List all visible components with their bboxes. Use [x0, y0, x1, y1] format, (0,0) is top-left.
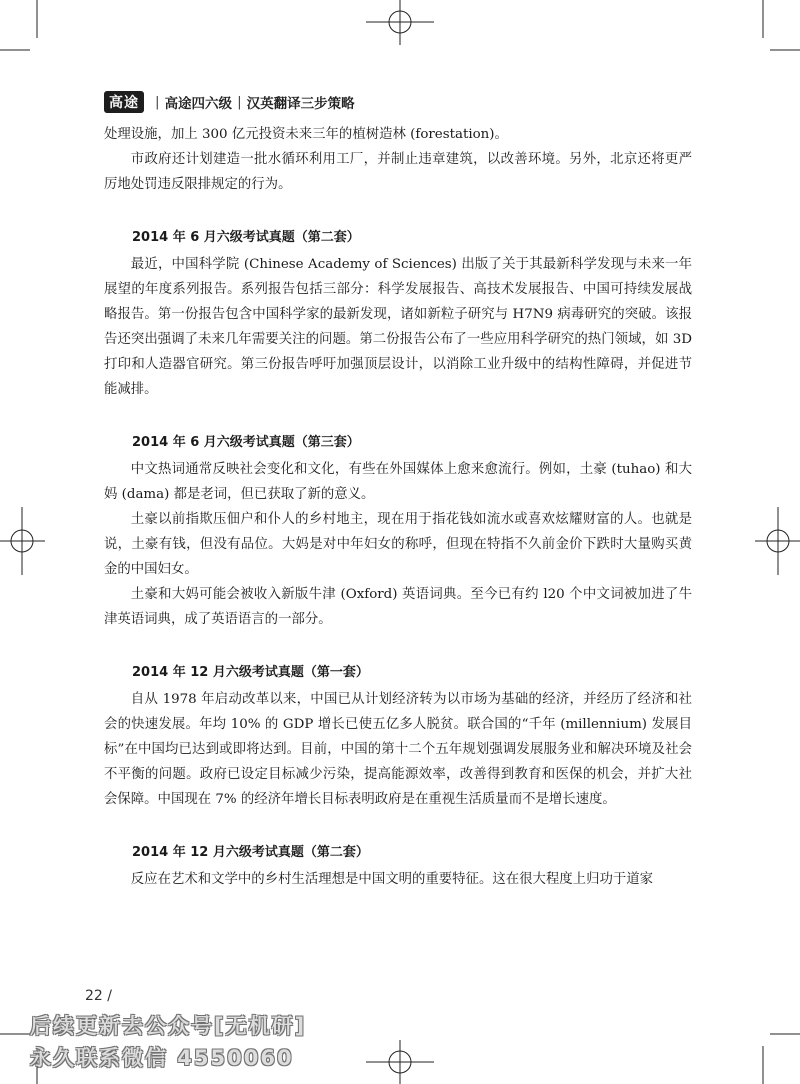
section-title: 2014 年 12 月六级考试真题（第二套）	[132, 845, 369, 860]
section-title: 2014 年 6 月六级考试真题（第三套）	[132, 435, 360, 450]
watermark-line: 后续更新去公众号[无机研]	[30, 1014, 307, 1038]
exam-section	[104, 225, 692, 402]
exam-section	[104, 840, 692, 892]
section-title: 2014 年 12 月六级考试真题（第一套）	[132, 665, 369, 680]
paragraph: 自从 1978 年启动改革以来，中国已从计划经济转为以市场为基础的经济，并经历了经济和社会的快速发展。年均 10% 的 GDP 增长已使五亿多人脱贫。联合国的“千年 (millennium) 发展目标”在中国均已达到或即将达到。目前，中国的第十二个五年规划强调发展服务业和解决环境及社会不平衡的问题。政府已设定目标减少污染，提高能源效率，改善得到教育和医保的机会，并扩大社会保障。中国现在 7% 的经济年增长目标表明政府是在重视生活质量而不是增长速度。	[104, 692, 692, 807]
paragraph: 土豪以前指欺压佃户和仆人的乡村地主，现在用于指花钱如流水或喜欢炫耀财富的人。也就是说，土豪有钱，但没有品位。大妈是对中年妇女的称呼，但现在特指不久前金价下跌时大量购买黄金的中国妇女。	[104, 512, 692, 577]
registration-target-left	[0, 507, 45, 575]
exam-section	[104, 660, 692, 812]
paragraph: 中文热词通常反映社会变化和文化，有些在外国媒体上愈来愈流行。例如，土豪 (tuhao) 和大妈 (dama) 都是老词，但已获取了新的意义。	[104, 462, 692, 502]
registration-target-right	[755, 507, 800, 575]
section-title: 2014 年 6 月六级考试真题（第二套）	[132, 230, 360, 245]
header-separator: |	[155, 94, 160, 110]
paragraph: 最近，中国科学院 (Chinese Academy of Sciences) 出版了关于其最新科学发现与未来一年展望的年度系列报告。系列报告包括三部分：科学发展报告、高技术发展报告、中国可持续发展战略报告。第一份报告包含中国科学家的最新发现，诸如新粒子研究与 H7N9 病毒研究的突破。该报告还突出强调了未来几年需要关注的问题。第二份报告公布了一些应用科学研究的热门领域，如 3D 打印和人造器官研究。第三份报告呼吁加强顶层设计，以消除工业升级中的结构性障碍，并促进节能减排。	[104, 257, 692, 397]
paragraph: 土豪和大妈可能会被收入新版牛津 (Oxford) 英语词典。至今已有约 l20 个中文词被加进了牛津英语词典，成了英语语言的一部分。	[104, 587, 692, 627]
registration-target-top	[366, 0, 434, 45]
page-number: 22 /	[85, 988, 112, 1004]
series-name: 高途四六级	[164, 96, 233, 112]
paragraph: 处理设施，加上 300 亿元投资未来三年的植树造林 (forestation)。	[104, 127, 508, 142]
brand-logo: 高途	[104, 91, 144, 113]
watermark-line: 永久联系微信 4550060	[30, 1046, 294, 1070]
registration-target-bottom	[366, 1040, 434, 1084]
paragraph: 反应在艺术和文学中的乡村生活理想是中国文明的重要特征。这在很大程度上归功于道家	[130, 872, 654, 887]
book-title: 汉英翻译三步策略	[246, 96, 355, 112]
page-body	[104, 122, 692, 892]
running-header	[104, 91, 355, 113]
header-separator: |	[237, 94, 242, 110]
paragraph: 市政府还计划建造一批水循环利用工厂，并制止违章建筑，以改善环境。另外，北京还将更严厉地处罚违反限排规定的行为。	[104, 152, 692, 192]
exam-section	[104, 430, 692, 632]
